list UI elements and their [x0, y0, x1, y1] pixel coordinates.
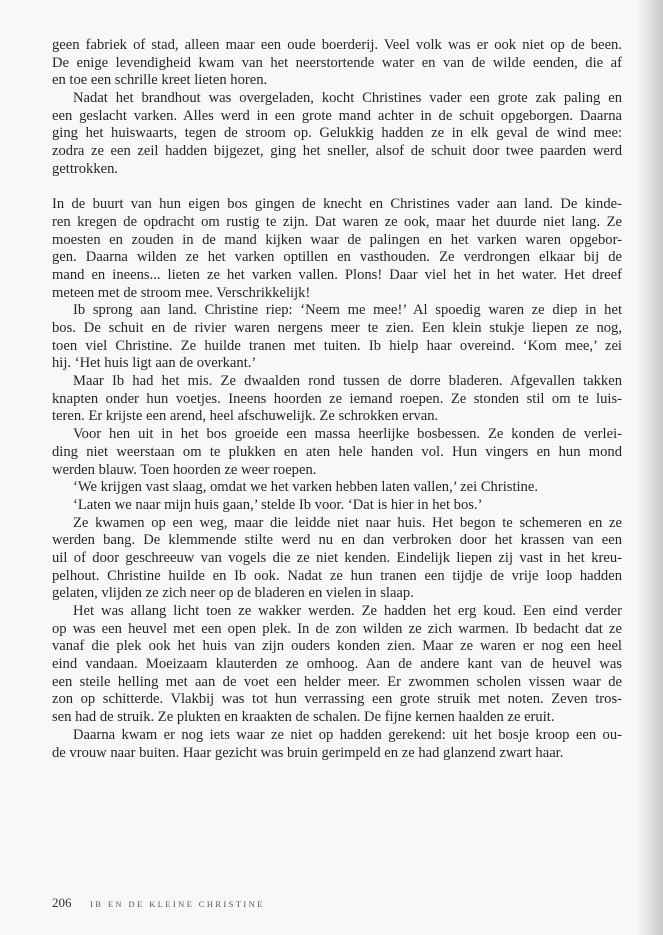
text-line: Ib sprong aan land. Christine riep: ‘Neem me mee!’ Al spoedig waren ze diep in het — [73, 302, 622, 319]
paragraph — [52, 90, 622, 178]
text-line: de vrouw naar buiten. Haar gezicht was bruin gerimpeld en ze had glanzend zwart haar. — [52, 744, 564, 761]
page-footer — [52, 894, 265, 912]
text-line: sen had de struik. Ze plukten en kraakten de schalen. De fijne kernen haalden ze eruit. — [52, 709, 555, 726]
text-line: ‘Laten we naar mijn huis gaan,’ stelde Ib voor. ‘Dat is hier in het bos.’ — [73, 496, 483, 513]
text-line: knapten onder hun voetjes. Ineens hoorden ze iemand roepen. Ze stonden stil om te luis- — [52, 390, 622, 407]
running-title: IB EN DE KLEINE CHRISTINE — [90, 899, 265, 909]
text-line: werden bang. De klemmende stilte werd nu en dan verbroken door het krassen van een — [52, 532, 622, 549]
text-line: Nadat het brandhout was overgeladen, kocht Christines vader een grote zak paling en — [73, 90, 622, 107]
text-line: en toe een schrille kreet lieten horen. — [52, 72, 268, 89]
paragraph — [52, 37, 622, 90]
paragraph — [52, 515, 622, 603]
text-line: zon op schitterde. Vlakbij was tot hun verrassing een grote struik met noten. Zeven tros- — [52, 691, 622, 708]
text-line: zodra ze een zeil hadden bijgezet, ging het sneller, alsof de schuit door twee paarden werd — [52, 143, 622, 160]
paragraph — [52, 603, 622, 727]
text-line: In de buurt van hun eigen bos gingen de knecht en Christines vader aan land. De kinde- — [52, 196, 622, 213]
body-text — [52, 37, 622, 762]
page-number: 206 — [52, 895, 72, 910]
text-line: meteen met de stroom mee. Verschrikkelijk! — [52, 284, 311, 301]
section-break — [52, 179, 622, 197]
text-line: eind vandaan. Moeizaam klauterden ze omhoog. Aan de andere kant van de heuvel was — [52, 656, 622, 673]
text-line: Daarna kwam er nog iets waar ze niet op hadden gerekend: uit het bosje kroop een ou- — [73, 726, 622, 743]
paragraph — [52, 302, 622, 373]
text-line: op was een heuvel met een open plek. In de zon wilden ze zich warmen. Ib bedacht dat ze — [52, 620, 622, 637]
text-line: mand en ineens... lieten ze het varken vallen. Plons! Daar viel het in het water. Het dreef — [52, 266, 622, 283]
text-line: Voor hen uit in het bos groeide een massa heerlijke bosbessen. Ze konden de verlei- — [73, 426, 622, 443]
text-line: De enige levendigheid kwam van het neerstortende water en van de wilde eenden, die af — [52, 54, 622, 71]
paragraph — [52, 479, 622, 497]
paragraph — [52, 426, 622, 479]
text-line: gettrokken. — [52, 160, 119, 177]
text-line: Maar Ib had het mis. Ze dwaalden rond tussen de dorre bladeren. Afgevallen takken — [73, 373, 622, 390]
paragraph — [52, 727, 622, 762]
text-line: ging het huiswaarts, tegen de stroom op. Gelukkig hadden ze in elk geval de wind mee: — [52, 125, 622, 142]
text-line: gen. Daarna wilden ze het varken optillen en vasthouden. Ze verdrongen elkaar bij de — [52, 249, 622, 266]
text-line: ‘We krijgen vast slaag, omdat we het varken hebben laten vallen,’ zei Christine. — [73, 479, 538, 496]
text-line: toen viel Christine. Ze huilde tranen met tuiten. Ib hielp haar overeind. ‘Kom mee,’ zei — [52, 337, 622, 354]
text-line: pelhout. Christine huilde en Ib ook. Nadat ze hun tranen een tijdje de vrije loop hadden — [52, 567, 622, 584]
paragraph — [52, 497, 622, 515]
text-line: geen fabriek of stad, alleen maar een oude boerderij. Veel volk was er ook niet op de been. — [52, 37, 622, 53]
text-line: Het was allang licht toen ze wakker werden. Ze hadden het erg koud. Een eind verder — [73, 603, 622, 619]
paragraph — [52, 373, 622, 426]
text-line: ren kregen de opdracht om rustig te zijn. Dat waren ze ook, maar het duurde niet lang. Ze — [52, 213, 622, 230]
text-line: moesten en zouden in de mand kijken waar de palingen en het varken waren opgebor- — [52, 231, 622, 248]
text-line: bos. De schuit en de rivier waren nergens meer te zien. Een klein stukje liepen ze nog, — [52, 320, 622, 336]
text-line: vanaf die plek ook het huis van zijn ouders konden zien. Maar ze waren er nog een heel — [52, 638, 622, 655]
text-line: gelaten, vlijden ze zich neer op de bladeren en vielen in slaap. — [52, 585, 414, 602]
text-line: Ze kwamen op een weg, maar die leidde niet naar huis. Het begon te schemeren en ze — [73, 514, 622, 531]
text-line: werden blauw. Toen hoorden ze weer roepen. — [52, 461, 317, 478]
page-binding-shadow — [637, 0, 663, 935]
text-line: ding niet weerstaan om te plukken en aten hele handen vol. Hun vingers en hun mond — [52, 443, 622, 460]
text-line: een steile helling met aan de voet een helder meer. Er zwommen scholen vissen waar de — [52, 673, 622, 690]
paragraph — [52, 196, 622, 302]
text-line: teren. Er krijste een arend, heel afschuwelijk. Ze schrokken ervan. — [52, 408, 439, 425]
text-line: een geslacht varken. Alles werd in een grote mand achter in de schuit opgeborgen. Daarna — [52, 107, 622, 124]
text-line: uil of door geschreeuw van vogels die ze niet kenden. Eindelijk liepen zij vast in het kreu- — [52, 549, 622, 566]
text-line: hij. ‘Het huis ligt aan de overkant.’ — [52, 355, 257, 372]
